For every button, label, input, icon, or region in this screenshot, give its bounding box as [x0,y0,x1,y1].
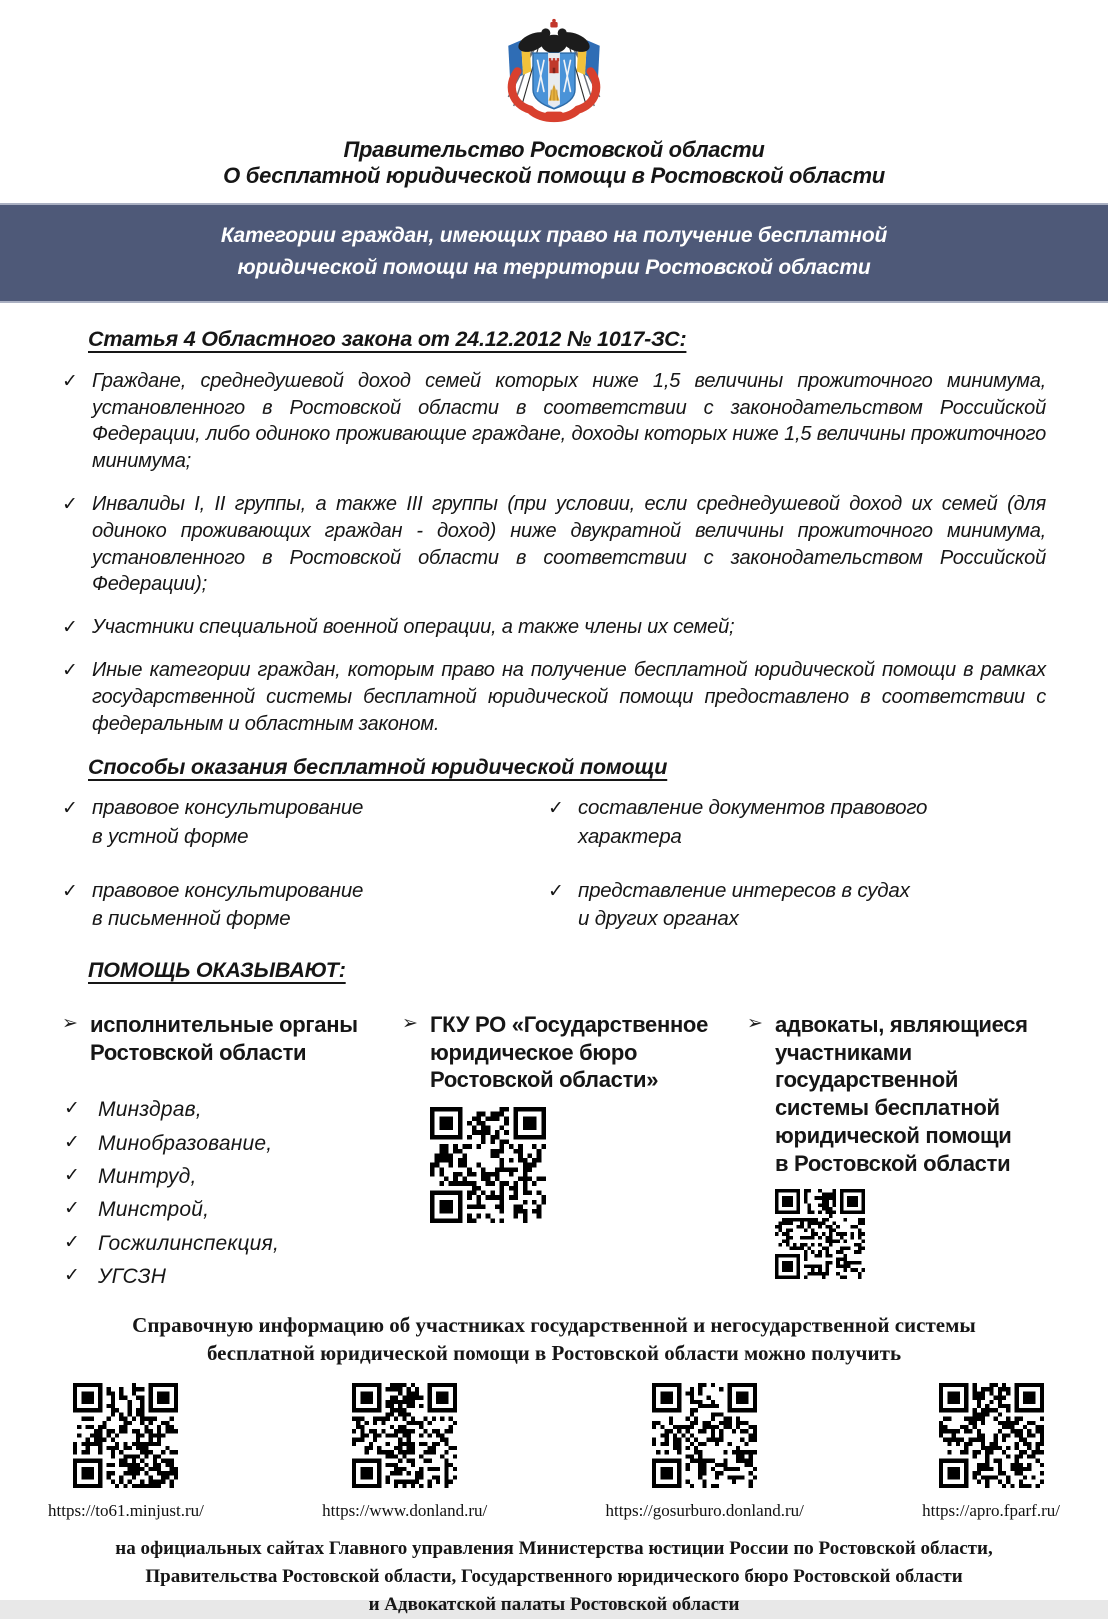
provider-column-advocates [747,1011,1046,1297]
methods-heading: Способы оказания бесплатной юридической помощи [88,755,668,780]
reference-info [0,1312,1108,1367]
qr-code-minjust [73,1383,178,1488]
link-url: https://www.donland.ru/ [322,1500,488,1520]
checkmark-icon: ✓ [548,798,564,820]
checkmark-icon: ✓ [62,798,78,820]
checkmark-icon: ✓ [548,881,564,902]
provider-title [402,1011,747,1095]
ministry-name: Госжилинспекция, [98,1231,279,1255]
checkmark-icon: ✓ [62,617,78,639]
method-line: в письменной форме [92,907,291,931]
qr-link [322,1383,487,1521]
citizen-categories-list [62,368,1046,738]
qr-code-advocates [775,1189,865,1279]
providers-heading: ПОМОЩЬ ОКАЗЫВАЮТ: [88,957,346,982]
checkmark-icon: ✓ [64,1131,81,1153]
main-content [0,327,1108,1296]
closing-line: и Адвокатской палаты Ростовской области [368,1593,740,1615]
provider-title-line: юридической помощи [775,1123,1012,1149]
ministry-name: УГСЗН [98,1264,167,1288]
provider-title [747,1011,1046,1179]
category-text: Участники специальной военной операции, а также члены их семей; [92,616,735,639]
info-line: бесплатной юридической помощи в Ростовской области можно получить [206,1340,902,1365]
category-text: Иные категории граждан, которым право на получение бесплатной юридической помощи в рамках государственной системы бесплатной юридической помощи предоставлено в соответствии с федеральным и областным законом. [92,659,1046,735]
closing-line: на официальных сайтах Главного управления Министерства юстиции России по Ростовской области, [115,1537,993,1559]
category-banner [0,203,1108,303]
provider-title [62,1011,402,1067]
qr-link [606,1383,804,1521]
coat-of-arms [0,0,1108,134]
method-line: в устной форме [92,824,249,848]
qr-code-gosurburo-site [652,1383,757,1488]
ministries-list [64,1096,402,1290]
checkmark-icon: ✓ [62,660,78,682]
method-line: правовое консультирование [92,796,364,820]
provider-title-line: государственной [775,1067,959,1093]
document-title-block [0,137,1108,190]
method-item [548,794,1046,851]
link-url: https://apro.fparf.ru/ [922,1500,1060,1520]
ministry-name: Минздрав, [98,1098,202,1122]
provider-title-line: участниками [775,1039,912,1065]
provider-title-line: адвокаты, являющиеся [775,1011,1028,1037]
list-item [64,1130,402,1157]
ministry-name: Минстрой, [98,1198,210,1222]
qr-link [48,1383,204,1521]
qr-code-gosurburo [430,1107,546,1223]
checkmark-icon: ✓ [64,1198,81,1220]
providers-grid [62,1011,1046,1297]
arrow-bullet-icon: ➢ [402,1012,418,1034]
method-item [548,877,1046,934]
checkmark-icon: ✓ [64,1098,81,1120]
qr-code-donland [352,1383,457,1488]
closing-note [0,1535,1108,1619]
method-line: составление документов правового [578,796,928,820]
list-item [64,1196,402,1223]
category-text: Граждане, среднедушевой доход семей которых ниже 1,5 величины прожиточного минимума, установленного в Ростовской области в соответствии с законодательством Российской Федерации, либо одиноко проживающие граждане, доходы которых ниже 1,5 величины прожиточного минимума; [92,369,1046,473]
provider-title-line: Ростовской области [90,1039,307,1065]
rostov-coat-of-arms-icon [490,16,618,134]
provider-title-line: исполнительные органы [90,1011,358,1037]
qr-code-fparf [939,1383,1044,1488]
provider-title-line: ГКУ РО «Государственное [430,1011,709,1037]
info-line: Справочную информацию об участниках государственной и негосударственной системы [132,1313,976,1338]
method-line: и других органах [578,907,739,931]
checkmark-icon: ✓ [62,881,78,902]
list-item [64,1263,402,1290]
provider-title-line: системы бесплатной [775,1095,1000,1121]
list-item [64,1230,402,1257]
checkmark-icon: ✓ [62,370,78,392]
closing-line: Правительства Ростовской области, Государственного юридического бюро Ростовской области [145,1565,963,1587]
method-line: правовое консультирование [92,879,364,902]
list-item [64,1096,402,1123]
list-item [62,491,1046,598]
article-heading: Статья 4 Областного закона от 24.12.2012 № 1017-ЗС: [88,326,687,351]
link-url: https://gosurburo.donland.ru/ [605,1500,804,1520]
provider-column-gosurburo [402,1011,747,1297]
method-line: представление интересов в судах [578,879,910,902]
methods-grid [62,780,1046,933]
title-line-1: Правительство Ростовской области [343,137,765,162]
method-item [62,794,548,851]
ministry-name: Минтруд, [98,1165,197,1189]
checkmark-icon: ✓ [64,1165,81,1187]
method-item [62,877,548,934]
qr-link [922,1383,1060,1521]
provider-title-line: Ростовской области» [430,1067,659,1093]
method-line: характера [578,824,682,848]
ministry-name: Минобразование, [98,1131,273,1155]
provider-title-line: в Ростовской области [775,1151,1011,1177]
category-text: Инвалиды I, II группы, а также III группы (при условии, если среднедушевой доход их семей (для одиноко проживающих граждан - доход) ниже двукратной величины прожиточного минимума, установленного в Ростовской области в соответствии с законодательством Российской Федерации); [92,493,1046,596]
list-item [62,614,1046,641]
banner-line-2: юридической помощи на территории Ростовской области [237,256,871,280]
provider-column-executive [62,1011,402,1297]
qr-links-row [0,1383,1108,1521]
list-item [62,657,1046,737]
banner-line-1: Категории граждан, имеющих право на получение бесплатной [220,223,888,247]
arrow-bullet-icon: ➢ [747,1012,763,1034]
checkmark-icon: ✓ [62,494,78,516]
arrow-bullet-icon: ➢ [62,1012,78,1034]
provider-title-line: юридическое бюро [430,1039,638,1065]
checkmark-icon: ✓ [64,1264,81,1286]
title-line-2: О бесплатной юридической помощи в Ростовской области [223,163,885,189]
checkmark-icon: ✓ [64,1231,81,1253]
link-url: https://to61.minjust.ru/ [48,1500,204,1520]
list-item [64,1163,402,1190]
list-item [62,368,1046,475]
